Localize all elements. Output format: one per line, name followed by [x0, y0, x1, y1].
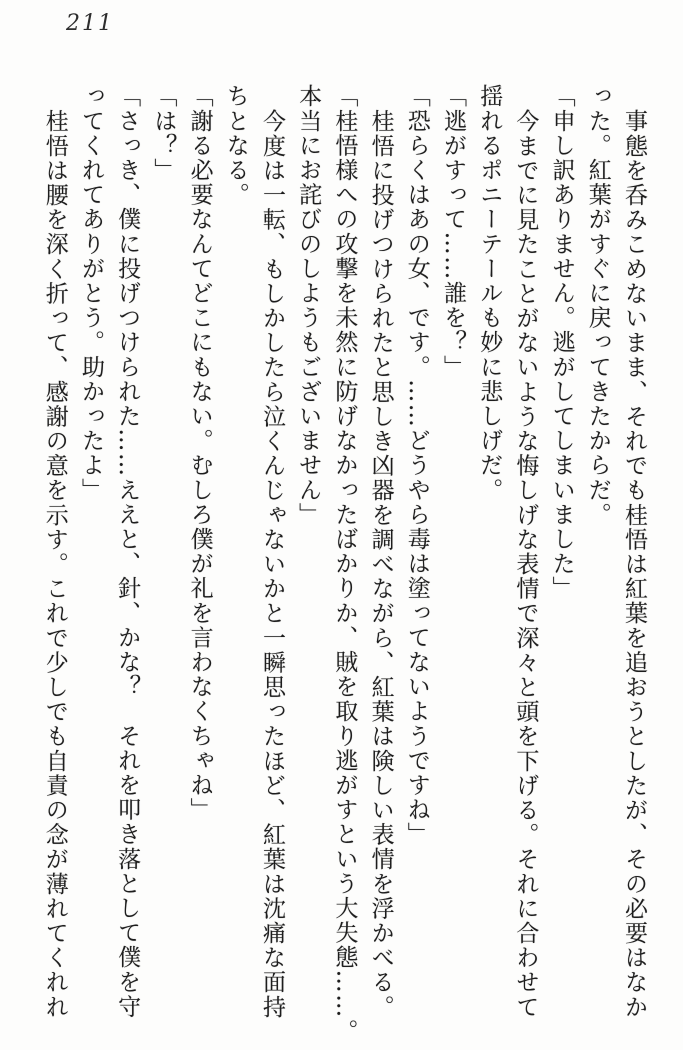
text-column: 今までに見たことがないような悔しげな表情で深々と頭を下げる。それに合わせて — [512, 108, 539, 1019]
text-column: った。紅葉がすぐに戻ってきたからだ。 — [584, 84, 611, 527]
text-column: 「は？」 — [150, 84, 177, 183]
text-column: 今度は一転、もしかしたら泣くんじゃないかと一瞬思ったほど、紅葉は沈痛な面持 — [258, 108, 285, 1019]
text-column: 「さっき、僕に投げつけられた……ええと、針、かな？ それを叩き落として僕を守 — [114, 84, 141, 1019]
vertical-text-block — [37, 84, 652, 1044]
text-column: 桂悟は腰を深く折って、感謝の意を示す。これで少しでも自責の念が薄れてくれれ — [41, 108, 68, 1019]
text-column: 「逃がすって……誰を？」 — [439, 84, 466, 380]
page-number: 211 — [66, 11, 114, 36]
text-column: ちとなる。 — [222, 84, 249, 207]
text-column: 「桂悟様への攻撃を未然に防げなかったばかりか、賊を取り逃がすという大失態……。 — [331, 84, 358, 1044]
text-column: 「申し訳ありません。逃がしてしまいました」 — [548, 84, 575, 601]
text-column: 桂悟に投げつけられたと思しき凶器を調べながら、紅葉は険しい表情を浮かべる。 — [367, 108, 394, 1019]
text-column: 揺れるポニーテールも妙に悲しげだ。 — [476, 84, 503, 503]
text-column: ってくれてありがとう。助かったよ」 — [77, 84, 104, 503]
text-column: 「恐らくはあの女、です。……どうやら毒は塗ってないようですね」 — [403, 84, 430, 847]
text-column: 事態を呑みこめないまま、それでも桂悟は紅葉を追おうとしたが、その必要はなか — [621, 108, 647, 1019]
text-column: 「謝る必要なんてどこにもない。むしろ僕が礼を言わなくちゃね」 — [186, 84, 213, 822]
text-column: 本当にお詫びのしようもございません」 — [295, 84, 322, 527]
